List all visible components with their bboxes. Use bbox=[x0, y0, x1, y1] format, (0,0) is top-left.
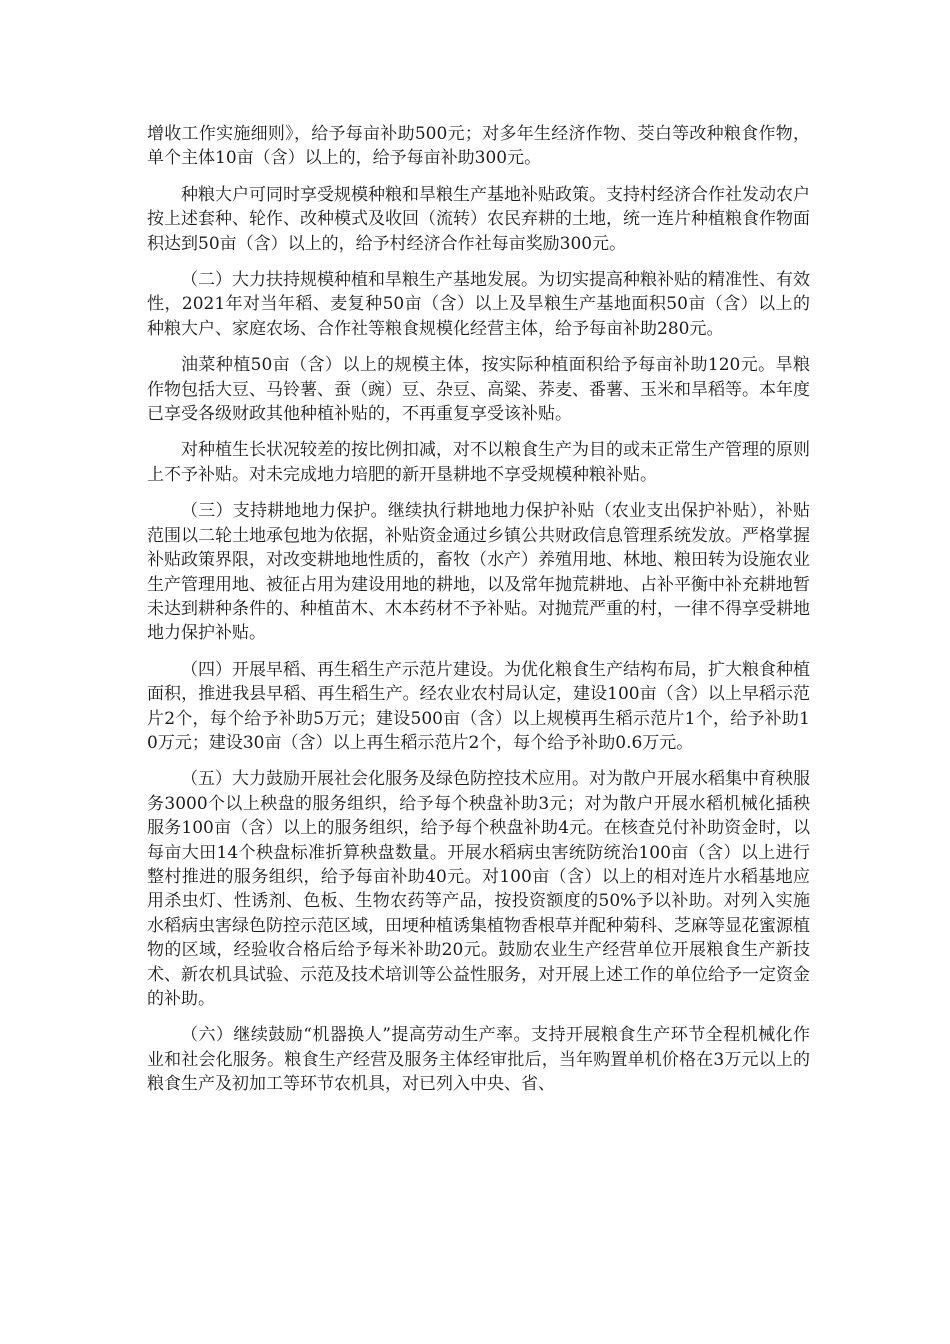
paragraph-section-2: （二）大力扶持规模种植和旱粮生产基地发展。为切实提高种粮补贴的精准性、有效性，2021年对当年稻、麦复种50亩（含）以上及旱粮生产基地面积50亩（含）以上的种粮大户、家庭农场、合作社等粮食规模化经营主体，给予每亩补助280元。 bbox=[147, 270, 810, 339]
paragraph-section-3: （三）支持耕地地力保护。继续执行耕地地力保护补贴（农业支出保护补贴），补贴范围以二轮土地承包地为依据，补贴资金通过乡镇公共财政信息管理系统发放。严格掌握补贴政策界限，对改变耕地地性质的，畜牧（水产）养殖用地、林地、粮田转为设施农业生产管理用地、被征占用为建设用地的耕地，以及常年抛荒耕地、占补平衡中补充耕地暂未达到耕种条件的、种植苗木、木本药材不予补贴。对抛荒严重的村，一律不得享受耕地地力保护补贴。 bbox=[147, 501, 810, 644]
paragraph-deduction: 对种植生长状况较差的按比例扣减，对不以粮食生产为目的或未正常生产管理的原则上不予补贴。对未完成地力培肥的新开垦耕地不享受规模种粮补贴。 bbox=[147, 440, 810, 485]
paragraph-section-6: （六）继续鼓励“机器换人”提高劳动生产率。支持开展粮食生产环节全程机械化作业和社会化服务。粮食生产经营及服务主体经审批后，当年购置单机价格在3万元以上的粮食生产及初加工等环节农机具，对已列入中央、省、 bbox=[147, 1025, 810, 1095]
paragraph-rapeseed: 油菜种植50亩（含）以上的规模主体，按实际种植面积给予每亩补助120元。旱粮作物包括大豆、马铃薯、蚕（豌）豆、杂豆、高粱、荞麦、番薯、玉米和旱稻等。本年度已享受各级财政其他种植补贴的，不再重复享受该补贴。 bbox=[147, 355, 810, 425]
paragraph-section-5: （五）大力鼓励开展社会化服务及绿色防控技术应用。对为散户开展水稻集中育秧服务3000个以上秧盘的服务组织，给予每个秧盘补助3元；对为散户开展水稻机械化插秧服务100亩（含）以上的服务组织，给予每个秧盘补助4元。在核查兑付补助资金时，以每亩大田14个秧盘标准折算秧盘数量。开展水稻病虫害统防统治100亩（含）以上进行整村推进的服务组织，给予每亩补助40元。对100亩（含）以上的相对连片水稻基地应用杀虫灯、性诱剂、色板、生物农药等产品，按投资额度的50%予以补助。对列入实施水稻病虫害绿色防控示范区域，田埂种植诱集植物香根草并配种菊科、芝麻等显花蜜源植物的区域，经验收合格后给予每米补助20元。鼓励农业生产经营单位开展粮食生产新技术、新农机具试验、示范及技术培训等公益性服务，对开展上述工作的单位给予一定资金的补助。 bbox=[147, 769, 810, 1009]
paragraph-continuation: 增收工作实施细则》，给予每亩补助500元；对多年生经济作物、茭白等改种粮食作物，单个主体10亩（含）以上的，给予每亩补助300元。 bbox=[147, 124, 810, 169]
document-body bbox=[147, 122, 810, 1109]
paragraph-section-4: （四）开展早稻、再生稻生产示范片建设。为优化粮食生产结构布局，扩大粮食种植面积，推进我县早稻、再生稻生产。经农业农村局认定，建设100亩（含）以上早稻示范片2个，每个给予补助5万元；建设500亩（含）以上规模再生稻示范片1个，给予补助10万元；建设30亩（含）以上再生稻示范片2个，每个给予补助0.6万元。 bbox=[147, 659, 810, 753]
paragraph-grain-households: 种粮大户可同时享受规模种粮和旱粮生产基地补贴政策。支持村经济合作社发动农户按上述套种、轮作、改种模式及收回（流转）农民弃耕的土地，统一连片种植粮食作物面积达到50亩（含）以上的，给予村经济合作社每亩奖励300元。 bbox=[147, 184, 810, 254]
